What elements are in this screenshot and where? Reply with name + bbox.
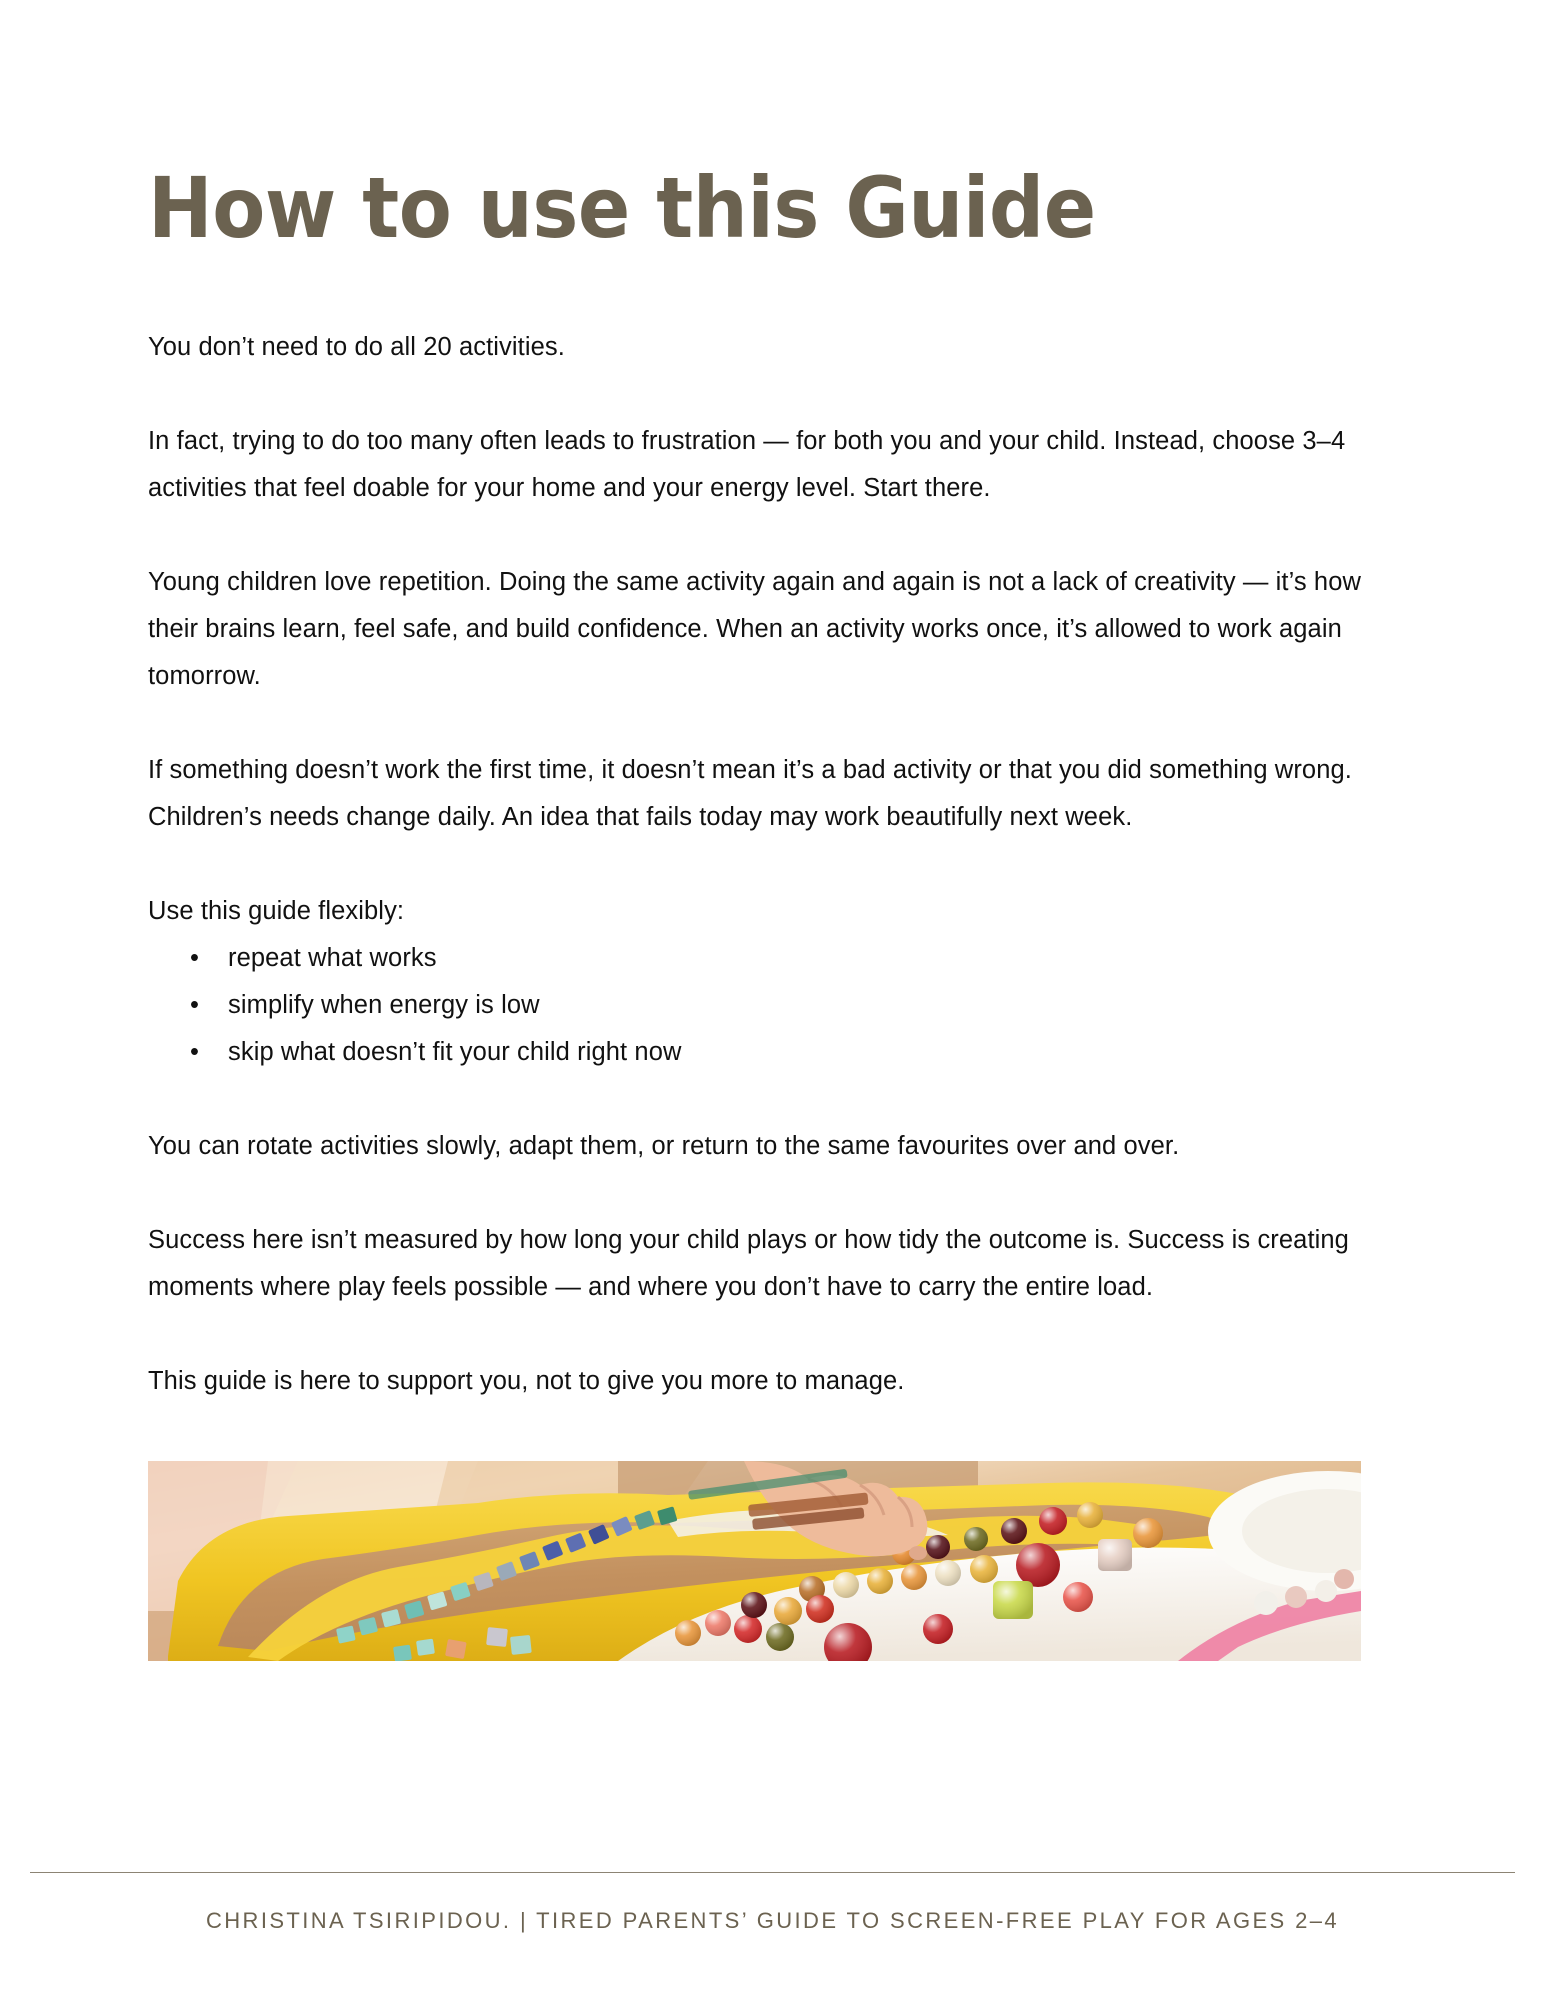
bullet-icon: • — [190, 944, 200, 972]
paragraph-closing: This guide is here to support you, not to give you more to manage. — [148, 1367, 905, 1395]
document-content — [148, 0, 1368, 1661]
list-item-label: skip what doesn’t fit your child right now — [228, 1038, 682, 1066]
paragraph-rotate: You can rotate activities slowly, adapt them, or return to the same favourites over and over. — [148, 1132, 1180, 1160]
footer-text: CHRISTINA TSIRIPIDOU. | TIRED PARENTS’ GUIDE TO SCREEN-FREE PLAY FOR AGES 2–4 — [205, 1908, 1340, 1933]
list-intro: Use this guide flexibly: — [148, 897, 405, 925]
flexible-use-list — [148, 935, 1368, 1076]
paragraph-choose-few: In fact, trying to do too many often leads to frustration — for both you and your child. Instead, choose 3–4 activities that feel doable for your home and your energy level. Start there. — [148, 427, 1346, 502]
list-item — [190, 1029, 1368, 1076]
page-title: How to use this Guide — [148, 159, 1096, 257]
paragraph-repetition: Young children love repetition. Doing the same activity again and again is not a lack of creativity — it’s how their brains learn, feel safe, and build confidence. When an activity works once, it’s allowed to work again tomorrow. — [148, 568, 1362, 690]
sensory-tray-photo — [148, 1461, 1361, 1661]
body-content — [148, 324, 1368, 1405]
list-item — [190, 935, 1368, 982]
footer-divider — [30, 1872, 1515, 1873]
list-item-label: simplify when energy is low — [228, 991, 540, 1019]
sensory-tray-illustration — [148, 1461, 1361, 1661]
list-item — [190, 982, 1368, 1029]
bullet-icon: • — [190, 991, 200, 1019]
list-item-label: repeat what works — [228, 944, 437, 972]
spacer — [148, 1076, 1368, 1123]
bullet-icon: • — [190, 1038, 200, 1066]
paragraph-success: Success here isn’t measured by how long your child plays or how tidy the outcome is. Success is creating moments where play feels possible — and where you don’t have to carry the entire load. — [148, 1226, 1349, 1301]
paragraph-needs-change: If something doesn’t work the first time, it doesn’t mean it’s a bad activity or that you did something wrong. Children’s needs change daily. An idea that fails today may work beautifully next week. — [148, 756, 1352, 831]
paragraph-intro: You don’t need to do all 20 activities. — [148, 333, 565, 361]
